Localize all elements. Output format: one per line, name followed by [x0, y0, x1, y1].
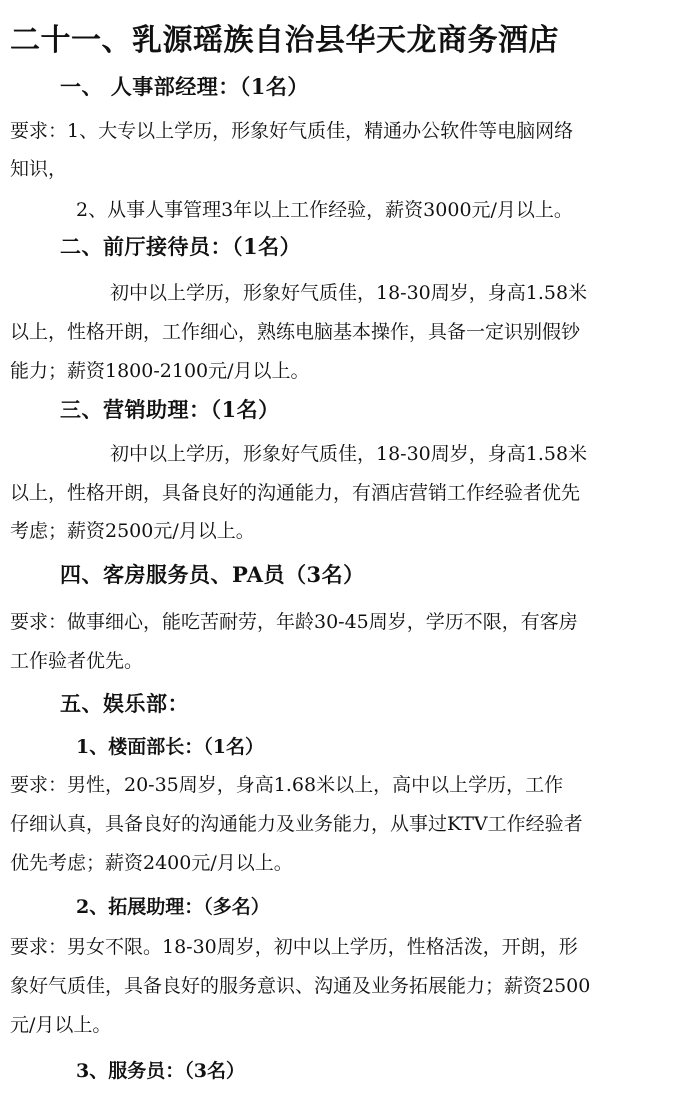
section-heading-entertainment: 五、娱乐部： [60, 691, 189, 716]
paragraph-line: 能力；薪资1800-2100元/月以上。 [10, 360, 310, 382]
section-heading-front-desk: 二、前厅接待员：（1名） [60, 234, 302, 259]
paragraph-line: 以上，性格开朗，具备良好的沟通能力，有酒店营销工作经验者优先 [10, 482, 581, 504]
subsection-heading-floor-manager: 1、楼面部长：（1名） [76, 736, 264, 758]
section-heading-hr-manager: 一、 人事部经理：（1名） [60, 74, 309, 99]
paragraph-line: 要求：1、大专以上学历，形象好气质佳，精通办公软件等电脑网络 [10, 120, 574, 142]
paragraph-line: 象好气质佳，具备良好的服务意识、沟通及业务拓展能力；薪资2500 [10, 975, 591, 997]
paragraph-line: 要求：男性，20-35周岁，身高1.68米以上，高中以上学历，工作 [10, 774, 564, 796]
section-heading-marketing-assistant: 三、营销助理：（1名） [60, 397, 280, 422]
paragraph-line: 考虑；薪资2500元/月以上。 [10, 520, 255, 542]
paragraph-line: 要求：做事细心，能吃苦耐劳，年龄30-45周岁，学历不限，有客房 [10, 611, 578, 633]
paragraph-line: 初中以上学历，形象好气质佳，18-30周岁，身高1.58米 [110, 282, 588, 304]
paragraph-line: 工作验者优先。 [10, 650, 144, 672]
paragraph-line: 知识， [10, 158, 68, 180]
subsection-heading-expansion-assistant: 2、拓展助理：（多名） [76, 896, 270, 918]
paragraph-line: 以上，性格开朗，工作细心，熟练电脑基本操作，具备一定识别假钞 [10, 321, 581, 343]
paragraph-line: 要求：男女不限。18-30周岁，初中以上学历，性格活泼，开朗，形 [10, 936, 578, 958]
document-title: 二十一、乳源瑶族自治县华天龙商务酒店 [10, 23, 559, 58]
paragraph-line: 初中以上学历，形象好气质佳，18-30周岁，身高1.58米 [110, 443, 588, 465]
paragraph-line: 仔细认真，具备良好的沟通能力及业务能力，从事过KTV工作经验者 [10, 813, 583, 835]
subsection-heading-waiter: 3、服务员：（3名） [76, 1060, 245, 1082]
section-heading-housekeeping: 四、客房服务员、PA员（3名） [60, 562, 365, 587]
paragraph-line: 优先考虑；薪资2400元/月以上。 [10, 852, 293, 874]
paragraph-line: 元/月以上。 [10, 1014, 112, 1036]
paragraph-line: 2、从事人事管理3年以上工作经验，薪资3000元/月以上。 [76, 199, 573, 221]
